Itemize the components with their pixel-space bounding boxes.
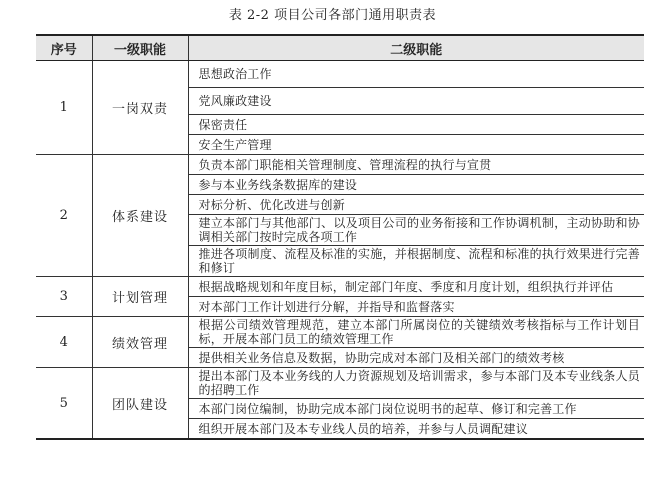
duty-item: 参与本业务线条数据库的建设 <box>188 175 644 195</box>
table-row <box>36 277 644 297</box>
header-row <box>36 35 644 61</box>
duty-item: 思想政治工作 <box>188 61 644 88</box>
group-category: 计划管理 <box>92 277 188 317</box>
group-category: 体系建设 <box>92 155 188 277</box>
duties-table <box>36 34 644 440</box>
duty-item: 党风廉政建设 <box>188 88 644 115</box>
table-row <box>36 155 644 175</box>
duty-item: 对本部门工作计划进行分解，并指导和监督落实 <box>188 297 644 317</box>
group-number: 3 <box>36 277 92 317</box>
duty-item: 保密责任 <box>188 115 644 135</box>
duty-item: 根据公司绩效管理规范，建立本部门所属岗位的关键绩效考核指标与工作计划目标，开展本部门员工的绩效管理工作 <box>188 317 644 348</box>
duty-item: 建立本部门与其他部门、以及项目公司的业务衔接和工作协调机制，主动协助和协调相关部门按时完成各项工作 <box>188 215 644 246</box>
table-caption: 表 2-2 项目公司各部门通用职责表 <box>228 8 437 23</box>
duty-item: 提出本部门及本业务线的人力资源规划及培训需求，参与本部门及本专业线条人员的招聘工作 <box>188 368 644 399</box>
group-number: 5 <box>36 368 92 440</box>
duty-item: 提供相关业务信息及数据，协助完成对本部门及相关部门的绩效考核 <box>188 348 644 368</box>
header-level2: 二级职能 <box>188 35 644 61</box>
group-number: 1 <box>36 61 92 155</box>
group-number: 2 <box>36 155 92 277</box>
header-level1: 一级职能 <box>92 35 188 61</box>
table-row <box>36 317 644 348</box>
duty-item: 组织开展本部门及本专业线人员的培养，并参与人员调配建议 <box>188 419 644 440</box>
group-number: 4 <box>36 317 92 368</box>
duty-item: 负责本部门职能相关管理制度、管理流程的执行与宣贯 <box>188 155 644 175</box>
duty-item: 根据战略规划和年度目标，制定部门年度、季度和月度计划，组织执行并评估 <box>188 277 644 297</box>
duty-item: 推进各项制度、流程及标准的实施，并根据制度、流程和标准的执行效果进行完善和修订 <box>188 246 644 277</box>
duty-item: 本部门岗位编制，协助完成本部门岗位说明书的起草、修订和完善工作 <box>188 399 644 419</box>
duty-item: 对标分析、优化改进与创新 <box>188 195 644 215</box>
group-category: 绩效管理 <box>92 317 188 368</box>
table-row <box>36 368 644 399</box>
group-category: 团队建设 <box>92 368 188 440</box>
group-category: 一岗双责 <box>92 61 188 155</box>
table-row <box>36 61 644 88</box>
header-seq: 序号 <box>36 35 92 61</box>
duty-item: 安全生产管理 <box>188 135 644 155</box>
